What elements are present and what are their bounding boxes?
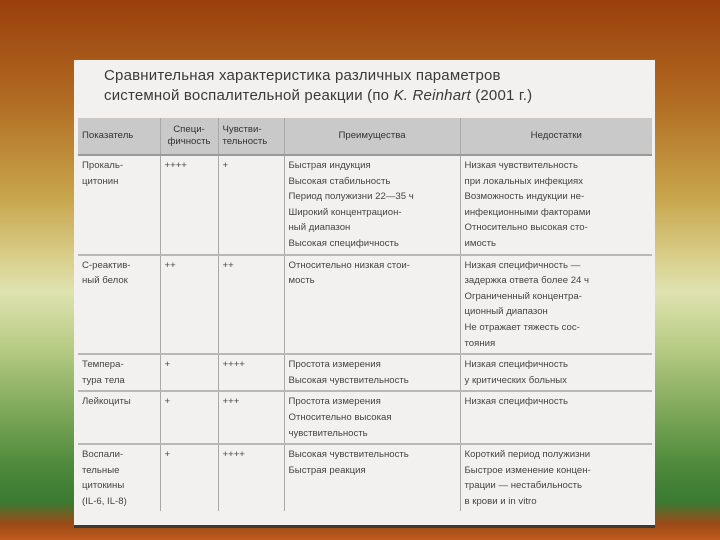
- cell-advantages-line: Быстрая индукция: [288, 160, 371, 171]
- cell-indicator: [78, 391, 160, 444]
- header-specificity-line-2: фичность: [167, 136, 211, 147]
- cell-specificity: +: [160, 354, 218, 391]
- header-advantages: Преимущества: [284, 118, 460, 155]
- cell-advantages-line: Быстрая реакция: [288, 464, 366, 476]
- header-sensitivity: [218, 118, 284, 155]
- cell-disadvantages-line: трации — нестабильность: [464, 480, 583, 492]
- cell-disadvantages-line: Не отражает тяжесть сос-: [464, 321, 580, 333]
- cell-sensitivity: ++: [218, 255, 284, 355]
- document-page: [74, 60, 655, 528]
- cell-disadvantages-line: Низкая специфичность —: [464, 259, 581, 271]
- cell-advantages-line: Простота измерения: [288, 359, 381, 371]
- header-sensitivity-line-2: тельность: [222, 136, 268, 147]
- cell-disadvantages-line: тояния: [464, 337, 496, 349]
- cell-advantages-line: Период полужизни 22—35 ч: [288, 191, 414, 203]
- table-header-row: [78, 118, 652, 155]
- cell-specificity: ++: [160, 255, 218, 355]
- cell-disadvantages-line: Ограниченный концентра-: [464, 290, 582, 302]
- cell-advantages-line: мость: [288, 275, 315, 287]
- header-specificity: [160, 118, 218, 155]
- cell-disadvantages-line: у критических больных: [464, 374, 567, 386]
- cell-sensitivity: ++++: [218, 354, 284, 391]
- cell-disadvantages-line: имость: [464, 237, 496, 249]
- cell-specificity: +: [160, 444, 218, 511]
- cell-sensitivity: +++: [218, 391, 284, 444]
- cell-advantages: [284, 255, 460, 355]
- cell-advantages-line: ный диапазон: [288, 222, 351, 234]
- cell-indicator: [78, 255, 160, 355]
- comparison-table: [78, 118, 652, 511]
- cell-disadvantages-line: задержка ответа более 24 ч: [464, 275, 590, 287]
- cell-indicator-line: Воспали-: [82, 449, 124, 461]
- cell-disadvantages-line: Низкая чувствительность: [464, 160, 578, 171]
- cell-indicator-line: Темпера-: [82, 359, 124, 371]
- cell-disadvantages-line: при локальных инфекциях: [464, 175, 584, 187]
- cell-disadvantages: [460, 354, 652, 391]
- cell-indicator-line: ный белок: [82, 275, 128, 287]
- cell-indicator-line: тура тела: [82, 374, 125, 386]
- cell-disadvantages-line: инфекционными факторами: [464, 206, 591, 218]
- cell-indicator: [78, 444, 160, 511]
- cell-disadvantages-line: Низкая специфичность: [464, 396, 569, 408]
- cell-advantages-line: чувствительность: [288, 427, 368, 439]
- title-line-2: [104, 86, 644, 106]
- cell-sensitivity: ++++: [218, 444, 284, 511]
- header-specificity-line-1: Специ-: [173, 124, 205, 135]
- cell-advantages-line: Простота измерения: [288, 396, 381, 408]
- cell-advantages: [284, 391, 460, 444]
- cell-advantages-line: Высокая стабильность: [288, 175, 391, 187]
- cell-indicator-line: С-реактив-: [82, 259, 131, 271]
- cell-advantages-line: Относительно низкая стои-: [288, 259, 410, 271]
- cell-indicator-line: (IL-6, IL-8): [82, 495, 127, 507]
- table-row: [78, 391, 652, 444]
- cell-disadvantages: [460, 444, 652, 511]
- cell-indicator: [78, 354, 160, 391]
- bottom-rule: [74, 525, 655, 528]
- cell-disadvantages: [460, 255, 652, 355]
- cell-advantages-line: Высокая чувствительность: [288, 449, 409, 461]
- title-author: K. Reinhart: [393, 87, 471, 104]
- header-indicator: Показатель: [78, 118, 160, 155]
- cell-advantages-line: Высокая специфичность: [288, 237, 399, 249]
- cell-disadvantages-line: Низкая специфичность: [464, 359, 569, 371]
- cell-indicator-line: тельные: [82, 464, 120, 476]
- table-row: [78, 444, 652, 511]
- cell-disadvantages-line: Относительно высокая сто-: [464, 222, 588, 234]
- cell-indicator: [78, 155, 160, 255]
- cell-disadvantages: [460, 391, 652, 444]
- cell-disadvantages-line: Короткий период полужизни: [464, 449, 591, 461]
- cell-advantages-line: Широкий концентрацион-: [288, 206, 402, 218]
- table-row: [78, 255, 652, 355]
- cell-advantages-line: Относительно высокая: [288, 411, 392, 423]
- title-line-1: Сравнительная характеристика различных параметров: [104, 67, 501, 84]
- cell-sensitivity: +: [218, 155, 284, 255]
- cell-disadvantages: [460, 155, 652, 255]
- cell-disadvantages-line: Возможность индукции не-: [464, 191, 585, 203]
- title-line-2-end: (2001 г.): [470, 87, 533, 104]
- cell-disadvantages-line: в крови и in vitro: [464, 495, 537, 507]
- cell-disadvantages-line: ционный диапазон: [464, 306, 548, 318]
- cell-advantages-line: Высокая чувствительность: [288, 374, 409, 386]
- table-row: [78, 354, 652, 391]
- cell-advantages: [284, 354, 460, 391]
- cell-indicator-line: Лейкоциты: [82, 396, 131, 408]
- cell-indicator-line: Прокаль-: [82, 160, 124, 171]
- cell-indicator-line: цитонин: [82, 175, 119, 187]
- header-disadvantages: Недостатки: [460, 118, 652, 155]
- cell-indicator-line: цитокины: [82, 480, 125, 492]
- header-sensitivity-line-1: Чувстви-: [222, 124, 262, 135]
- cell-disadvantages-line: Быстрое изменение концен-: [464, 464, 591, 476]
- cell-specificity: ++++: [160, 155, 218, 255]
- table-row: [78, 155, 652, 255]
- cell-advantages: [284, 444, 460, 511]
- document-title: [104, 66, 644, 106]
- title-line-2-start: системной воспалительной реакции (по: [104, 87, 394, 104]
- cell-specificity: +: [160, 391, 218, 444]
- cell-advantages: [284, 155, 460, 255]
